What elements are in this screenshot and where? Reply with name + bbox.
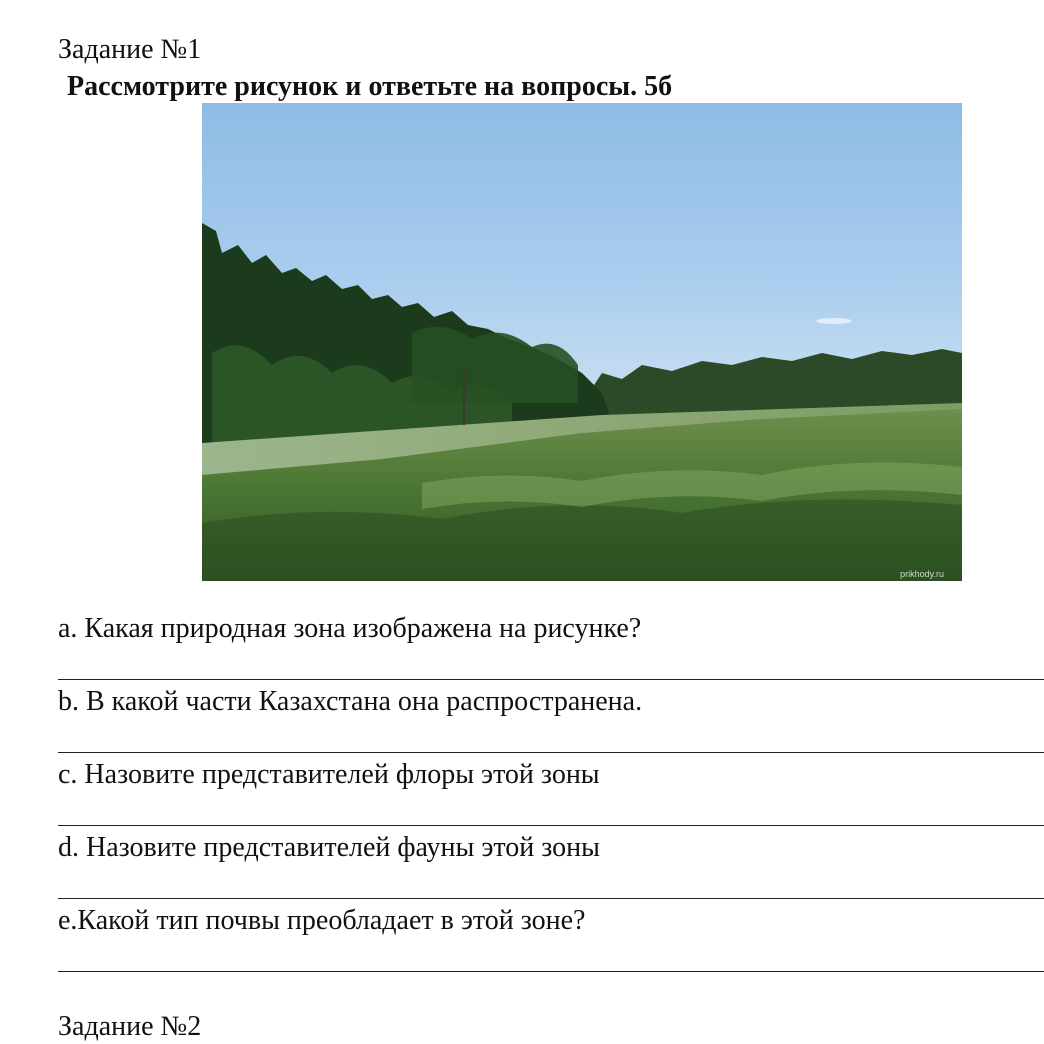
task-title: Задание №1 — [58, 34, 202, 65]
answer-line-e[interactable] — [58, 971, 1044, 972]
photo-watermark: prikhody.ru — [900, 569, 944, 579]
question-b: b. В какой части Казахстана она распространена. — [58, 686, 643, 717]
cloud — [816, 318, 852, 324]
answer-line-c[interactable] — [58, 825, 1044, 826]
landscape-photo-svg — [202, 103, 962, 581]
question-c: c. Назовите представителей флоры этой зоны — [58, 759, 600, 790]
question-a: a. Какая природная зона изображена на рисунке? — [58, 613, 642, 644]
task-instruction: Рассмотрите рисунок и ответьте на вопросы. 5б — [67, 71, 673, 102]
question-d: d. Назовите представителей фауны этой зоны — [58, 832, 600, 863]
answer-line-d[interactable] — [58, 898, 1044, 899]
answer-line-a[interactable] — [58, 679, 1044, 680]
landscape-photo — [202, 103, 962, 581]
question-e: e.Какой тип почвы преобладает в этой зоне? — [58, 905, 586, 936]
next-task-title: Задание №2 — [58, 1011, 202, 1042]
answer-line-b[interactable] — [58, 752, 1044, 753]
